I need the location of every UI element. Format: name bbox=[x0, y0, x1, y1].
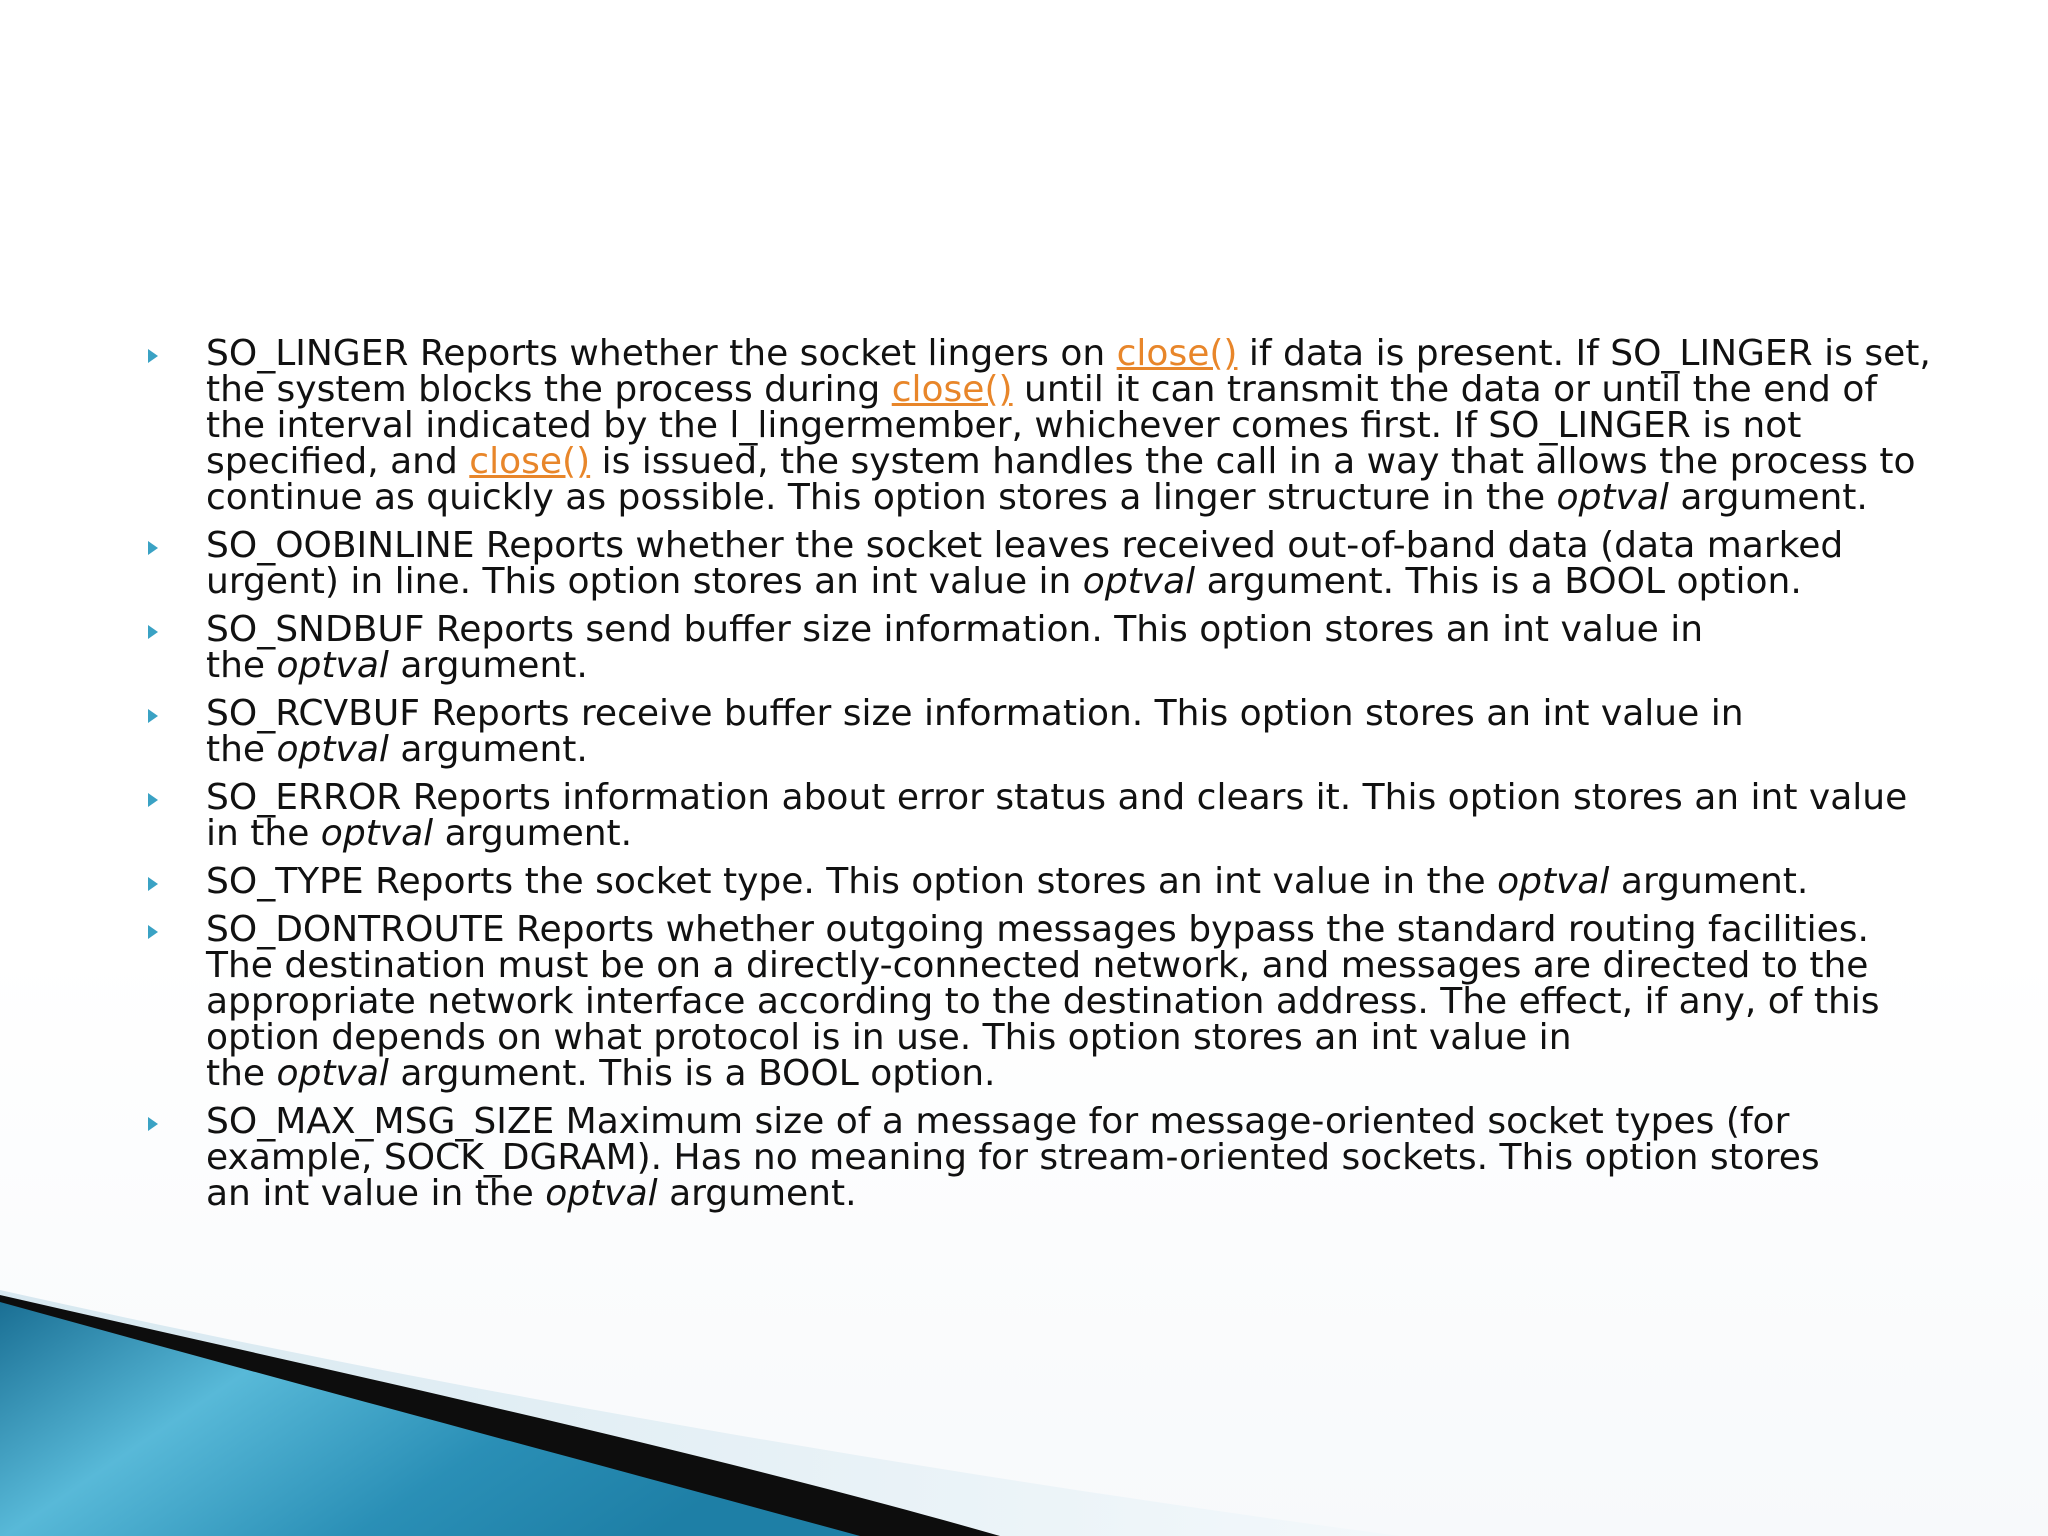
text-segment: SO_RCVBUF Reports receive buffer size information. This option stores an int value in bbox=[206, 693, 1744, 734]
text-line bbox=[206, 981, 1940, 1022]
optval-term: optval bbox=[320, 813, 434, 854]
text-segment: SO_LINGER Reports whether the socket lingers on bbox=[206, 333, 1117, 374]
text-line bbox=[206, 1173, 1940, 1214]
text-line bbox=[206, 477, 1940, 518]
text-segment: The destination must be on a directly-connected network, and messages are directed to the bbox=[206, 945, 1869, 986]
slide-content bbox=[140, 333, 1940, 1224]
list-item bbox=[140, 609, 1940, 686]
optval-term: optval bbox=[276, 645, 389, 686]
optval-term: optval bbox=[1497, 861, 1610, 902]
text-segment: the interval indicated by the l_lingermember, whichever comes first. If SO_LINGER is not bbox=[206, 405, 1802, 446]
triangle-right-icon bbox=[146, 875, 160, 893]
text-line bbox=[206, 1101, 1940, 1142]
triangle-right-icon bbox=[146, 347, 160, 365]
list-item bbox=[140, 333, 1940, 518]
text-line bbox=[206, 861, 1940, 902]
close-function-link[interactable]: close() bbox=[469, 441, 591, 482]
text-segment: argument. This is a BOOL option. bbox=[388, 1053, 996, 1094]
text-segment: appropriate network interface according to the destination address. The effect, if any, of this bbox=[206, 981, 1880, 1022]
text-segment: option depends on what protocol is in use. This option stores an int value in bbox=[206, 1017, 1572, 1058]
text-line bbox=[206, 441, 1940, 482]
text-line bbox=[206, 333, 1940, 374]
text-segment: urgent) in line. This option stores an int value in bbox=[206, 561, 1083, 602]
text-segment: SO_SNDBUF Reports send buffer size information. This option stores an int value in bbox=[206, 609, 1704, 650]
text-segment: the bbox=[206, 729, 277, 770]
text-line bbox=[206, 1017, 1940, 1058]
optval-term: optval bbox=[1556, 477, 1669, 518]
text-segment: example, SOCK_DGRAM). Has no meaning for stream-oriented sockets. This option stores bbox=[206, 1137, 1820, 1178]
list-item bbox=[140, 693, 1940, 770]
text-segment: argument. bbox=[388, 729, 588, 770]
text-segment: SO_DONTROUTE Reports whether outgoing messages bypass the standard routing facilities. bbox=[206, 909, 1869, 950]
text-segment: if data is present. If SO_LINGER is set, bbox=[1237, 333, 1931, 374]
triangle-right-icon bbox=[146, 791, 160, 809]
close-function-link[interactable]: close() bbox=[891, 369, 1013, 410]
triangle-right-icon bbox=[146, 539, 160, 557]
text-segment: the bbox=[206, 645, 277, 686]
triangle-right-icon bbox=[146, 623, 160, 641]
text-line bbox=[206, 369, 1940, 410]
text-line bbox=[206, 1137, 1940, 1178]
text-segment: until it can transmit the data or until the end of bbox=[1012, 369, 1878, 410]
list-item bbox=[140, 1101, 1940, 1214]
bullet-list bbox=[140, 333, 1940, 1214]
text-segment: is issued, the system handles the call in a way that allows the process to bbox=[590, 441, 1916, 482]
optval-term: optval bbox=[276, 729, 389, 770]
text-line bbox=[206, 405, 1940, 446]
optval-term: optval bbox=[276, 1053, 389, 1094]
text-segment: SO_MAX_MSG_SIZE Maximum size of a message for message-oriented socket types (for bbox=[206, 1101, 1790, 1142]
list-item bbox=[140, 777, 1940, 854]
text-line bbox=[206, 693, 1940, 734]
optval-term: optval bbox=[1082, 561, 1196, 602]
text-line bbox=[206, 729, 1940, 770]
optval-term: optval bbox=[545, 1173, 658, 1214]
text-line bbox=[206, 777, 1940, 818]
close-function-link[interactable]: close() bbox=[1116, 333, 1238, 374]
text-segment: the bbox=[206, 1053, 277, 1094]
text-segment: an int value in the bbox=[206, 1173, 546, 1214]
list-item bbox=[140, 861, 1940, 902]
text-segment: SO_TYPE Reports the socket type. This option stores an int value in the bbox=[206, 861, 1498, 902]
text-segment: specified, and bbox=[206, 441, 470, 482]
text-segment: argument. bbox=[1609, 861, 1809, 902]
triangle-right-icon bbox=[146, 707, 160, 725]
text-line bbox=[206, 645, 1940, 686]
text-line bbox=[206, 909, 1940, 950]
list-item bbox=[140, 909, 1940, 1094]
text-line bbox=[206, 945, 1940, 986]
text-line bbox=[206, 609, 1940, 650]
text-segment: argument. bbox=[1668, 477, 1868, 518]
text-segment: SO_ERROR Reports information about error status and clears it. This option stores an int value bbox=[206, 777, 1908, 818]
text-segment: the system blocks the process during bbox=[206, 369, 892, 410]
list-item bbox=[140, 525, 1940, 602]
text-segment: argument. This is a BOOL option. bbox=[1195, 561, 1802, 602]
triangle-right-icon bbox=[146, 1115, 160, 1133]
text-segment: argument. bbox=[433, 813, 633, 854]
text-segment: argument. bbox=[388, 645, 588, 686]
text-line bbox=[206, 1053, 1940, 1094]
text-line bbox=[206, 813, 1940, 854]
text-segment: argument. bbox=[657, 1173, 857, 1214]
text-segment: SO_OOBINLINE Reports whether the socket leaves received out-of-band data (data marked bbox=[206, 525, 1844, 566]
text-line bbox=[206, 561, 1940, 602]
text-line bbox=[206, 525, 1940, 566]
triangle-right-icon bbox=[146, 923, 160, 941]
text-segment: in the bbox=[206, 813, 321, 854]
text-segment: continue as quickly as possible. This option stores a linger structure in the bbox=[206, 477, 1557, 518]
